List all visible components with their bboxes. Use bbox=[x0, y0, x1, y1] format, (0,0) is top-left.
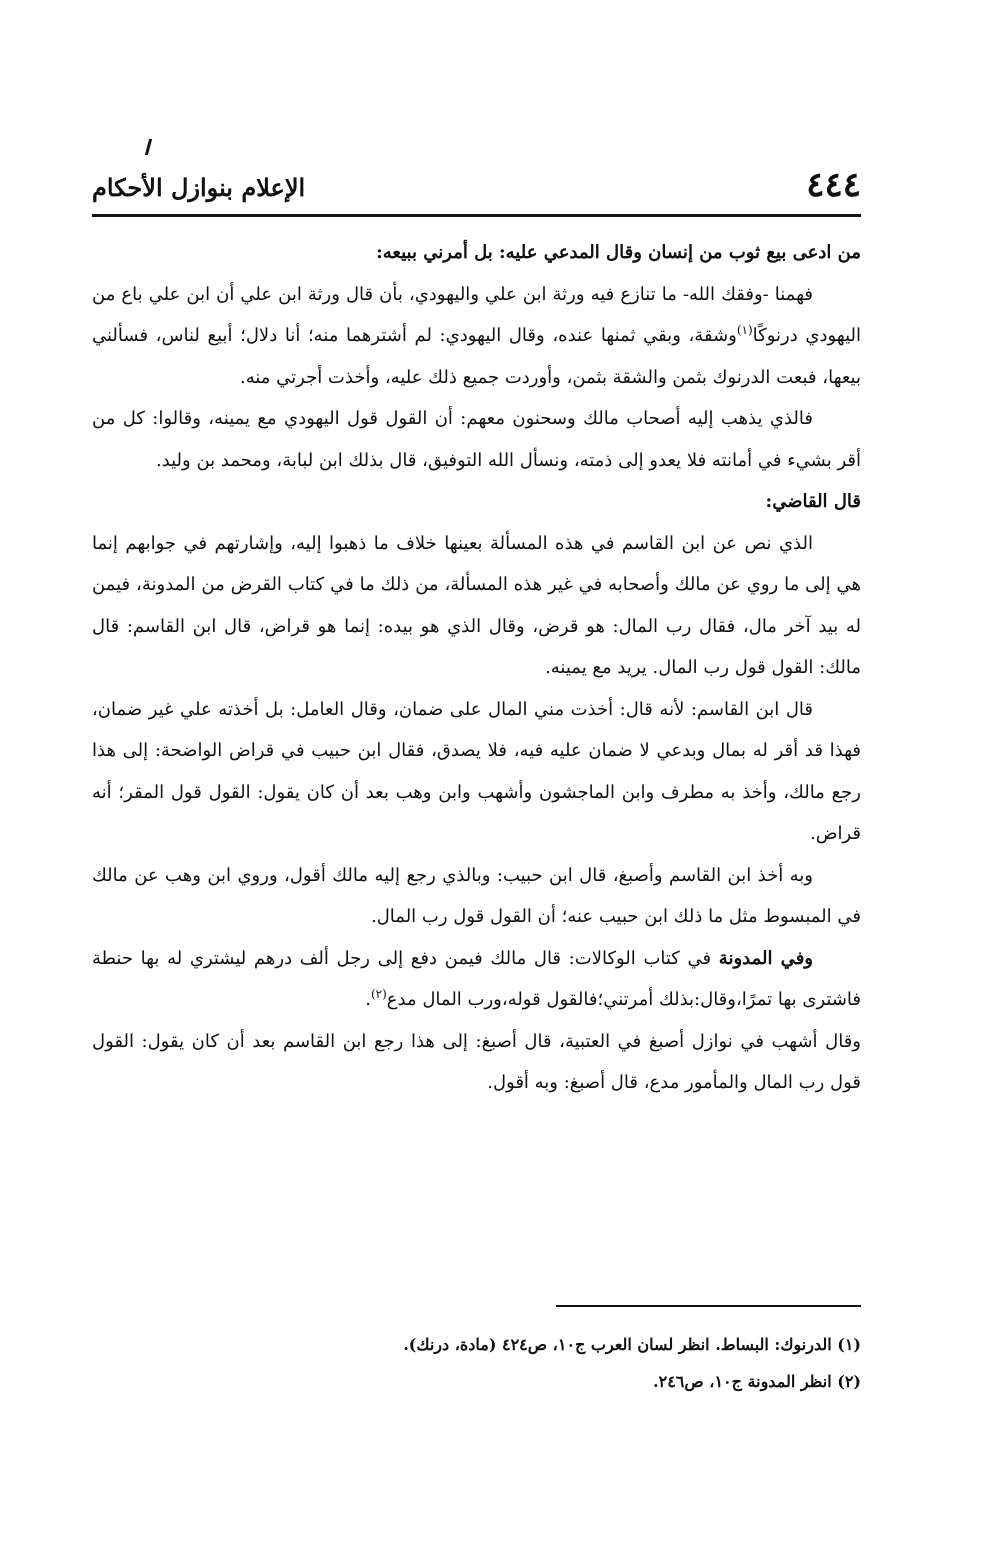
paragraph bbox=[92, 274, 861, 399]
footnote-ref: (٢) bbox=[370, 987, 387, 1001]
paragraph-text: فهمنا -وفقك الله- ما تنازع فيه ورثة ابن علي واليهودي، بأن قال ورثة ابن علي أن ابن علي باع من اليهودي درنوكًا bbox=[92, 283, 861, 346]
paragraph: فالذي يذهب إليه أصحاب مالك وسحنون معهم: أن القول قول اليهودي مع يمينه، وقالوا: كل من أقر بشيء في أمانته فلا يعدو إلى ذمته، ونسأل الله التوفيق، قال بذلك ابن لبابة، ومحمد بن وليد. bbox=[92, 408, 861, 471]
paragraph: وبه أخذ ابن القاسم وأصبغ، قال ابن حبيب: وبالذي رجع إليه مالك أقول، وروي ابن وهب عن مالك في المبسوط مثل ما ذلك ابن حبيب عنه؛ أن القول قول رب المال. bbox=[92, 864, 861, 927]
paragraph bbox=[92, 938, 861, 1021]
paragraph-text: . bbox=[365, 989, 371, 1010]
section-heading: قال القاضي: bbox=[765, 491, 861, 512]
paragraph: قال ابن القاسم: لأنه قال: أخذت مني المال على ضمان، وقال العامل: بل أخذته علي غير ضمان، فهذا قد أقر له بمال وبدعي لا ضمان عليه فيه، فلا يصدق، فقال ابن حبيب في قراض الواضحة: إلى هذا رجع مالك، وأخذ به مطرف وابن الماجشون وأشهب وابن وهب بعد أن كان يقول: القول قول المقر؛ أنه قراض. bbox=[92, 698, 861, 844]
book-title: الإعلام بنوازل الأحكام bbox=[92, 173, 306, 202]
footnote: (١) الدرنوك: البساط. انظر لسان العرب ج١٠، ص٤٢٤ (مادة، درنك). bbox=[403, 1335, 861, 1354]
paragraph: الذي نص عن ابن القاسم في هذه المسألة بعينها خلاف ما ذهبوا إليه، وإشارتهم في جوابهم إنما هي إلى ما روي عن مالك وأصحابه في غير هذه المسألة، من ذلك ما في كتاب القرض من المدونة، فيمن له بيد آخر مال، فقال رب المال: هو قرض، وقال الذي هو بيده: إنما هو قراض، قال ابن القاسم: قال مالك: القول قول رب المال. يريد مع يمينه. bbox=[92, 532, 862, 678]
header-divider bbox=[92, 214, 861, 217]
paragraph: وقال أشهب في نوازل أصبغ في العتبية، قال أصبغ: إلى هذا رجع ابن القاسم بعد أن كان يقول: القول قول رب المال والمأمور مدع، قال أصبغ: وبه أقول. bbox=[92, 1030, 861, 1093]
paragraph-text: وشقة، وبقي ثمنها عنده، وقال اليهودي: لم أشترهما منه؛ أنا دلال؛ أبيع لناس، فسألني بيعها، فبعت الدرنوك بثمن والشقة بثمن، وأوردت جميع ذلك عليه، وأخذت أجرتي منه. bbox=[92, 325, 861, 388]
page-header bbox=[92, 160, 861, 206]
bold-lead: وفي المدونة bbox=[718, 947, 813, 969]
footnote-divider bbox=[556, 1305, 861, 1307]
page-number: ٤٤٤ bbox=[806, 165, 861, 205]
section-heading: من ادعى بيع ثوب من إنسان وقال المدعي عليه: بل أمرني ببيعه: bbox=[376, 242, 861, 263]
footnote-ref: (١) bbox=[736, 323, 753, 337]
main-text bbox=[92, 232, 861, 1104]
footnote: (٢) انظر المدونة ج١٠، ص٢٤٦. bbox=[653, 1372, 861, 1391]
footnotes bbox=[92, 1326, 861, 1400]
paragraph-text: في كتاب الوكالات: قال مالك فيمن دفع إلى رجل ألف درهم ليشتري له بها حنطة فاشترى بها تمرًا،وقال:بذلك أمرتني؛فالقول قوله،ورب المال مدع bbox=[92, 947, 861, 1010]
header-mark bbox=[145, 139, 152, 155]
